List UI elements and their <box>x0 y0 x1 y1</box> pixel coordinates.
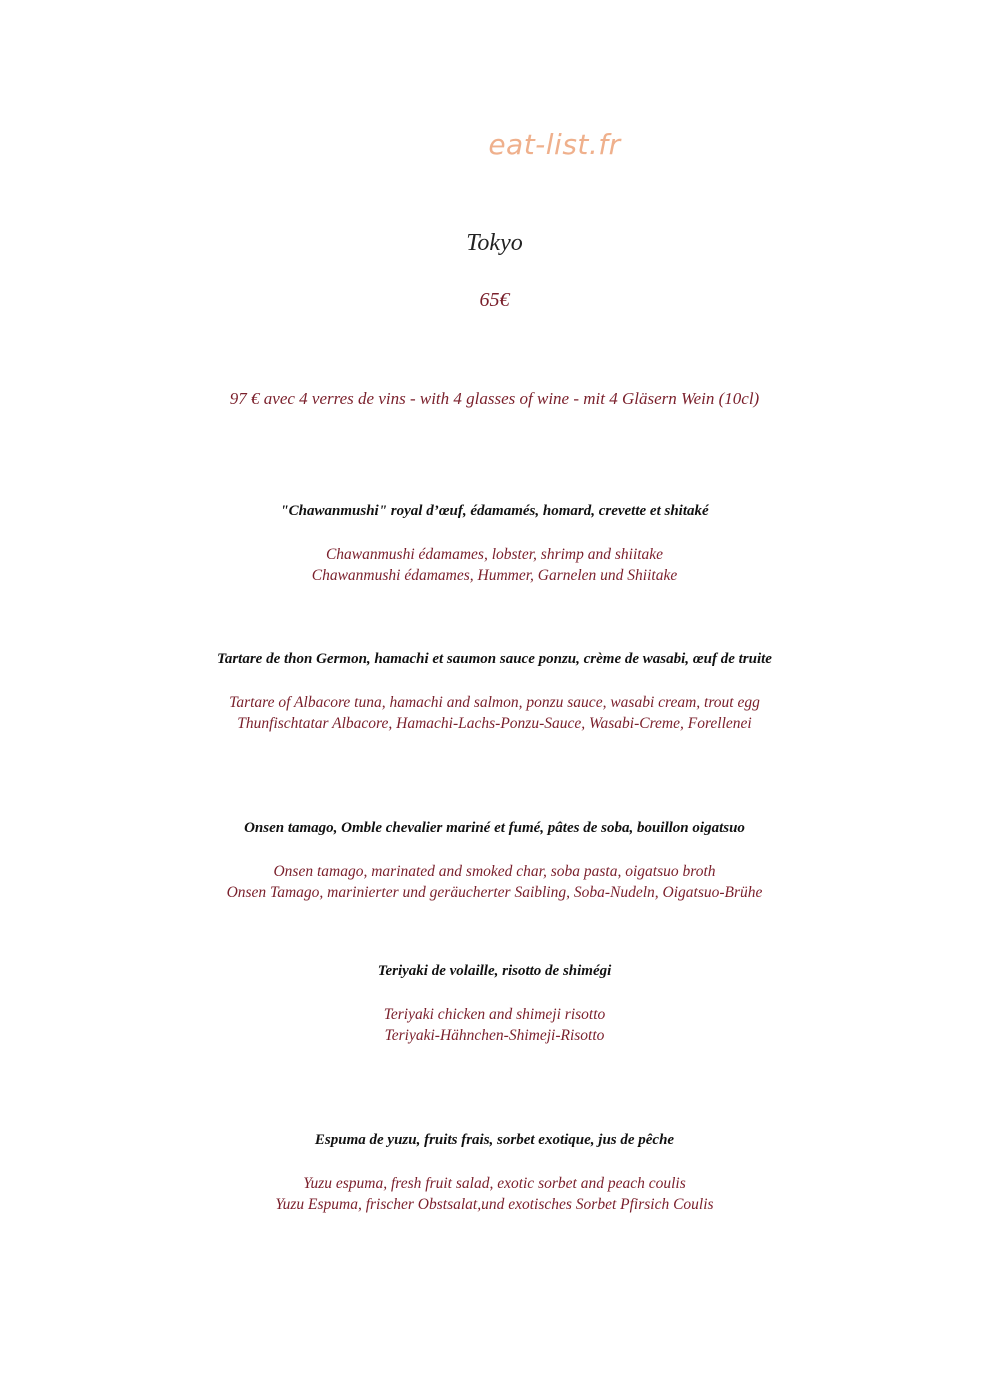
course-4-french: Teriyaki de volaille, risotto de shimégi <box>377 963 612 979</box>
course-5-french: Espuma de yuzu, fruits frais, sorbet exotique, jus de pêche <box>314 1132 675 1148</box>
course-2 <box>0 650 989 734</box>
course-5-english: Yuzu espuma, fresh fruit salad, exotic sorbet and peach coulis <box>303 1175 686 1192</box>
course-2-german: Thunfischtatar Albacore, Hamachi-Lachs-Ponzu-Sauce, Wasabi-Creme, Forellenei <box>237 715 752 732</box>
wine-pairing-note: 97 € avec 4 verres de vins - with 4 glasses of wine - mit 4 Gläsern Wein (10cl) <box>229 389 760 408</box>
course-4 <box>0 962 989 1046</box>
course-3-german: Onsen Tamago, marinierter und geräucherter Saibling, Soba-Nudeln, Oigatsuo-Brühe <box>226 884 763 901</box>
course-5 <box>0 1131 989 1215</box>
menu-title: Tokyo <box>466 230 523 256</box>
course-4-english: Teriyaki chicken and shimeji risotto <box>383 1006 606 1023</box>
menu-price: 65€ <box>479 289 510 311</box>
course-2-english: Tartare of Albacore tuna, hamachi and salmon, ponzu sauce, wasabi cream, trout egg <box>229 694 760 711</box>
course-3-french: Onsen tamago, Omble chevalier mariné et fumé, pâtes de soba, bouillon oigatsuo <box>244 820 745 836</box>
course-5-german: Yuzu Espuma, frischer Obstsalat,und exotisches Sorbet Pfirsich Coulis <box>275 1196 714 1213</box>
course-1-german: Chawanmushi édamames, Hummer, Garnelen und Shiitake <box>311 567 678 584</box>
course-1 <box>0 502 989 586</box>
watermark-text: eat-list.fr <box>488 128 621 161</box>
course-1-english: Chawanmushi édamames, lobster, shrimp and shiitake <box>325 546 664 563</box>
course-2-french: Tartare de thon Germon, hamachi et saumon sauce ponzu, crème de wasabi, œuf de truite <box>217 651 772 667</box>
course-3 <box>0 819 989 903</box>
course-1-french: "Chawanmushi" royal d’œuf, édamamés, homard, crevette et shitaké <box>280 503 709 519</box>
course-3-english: Onsen tamago, marinated and smoked char, soba pasta, oigatsuo broth <box>273 863 716 880</box>
course-4-german: Teriyaki-Hähnchen-Shimeji-Risotto <box>384 1027 605 1044</box>
